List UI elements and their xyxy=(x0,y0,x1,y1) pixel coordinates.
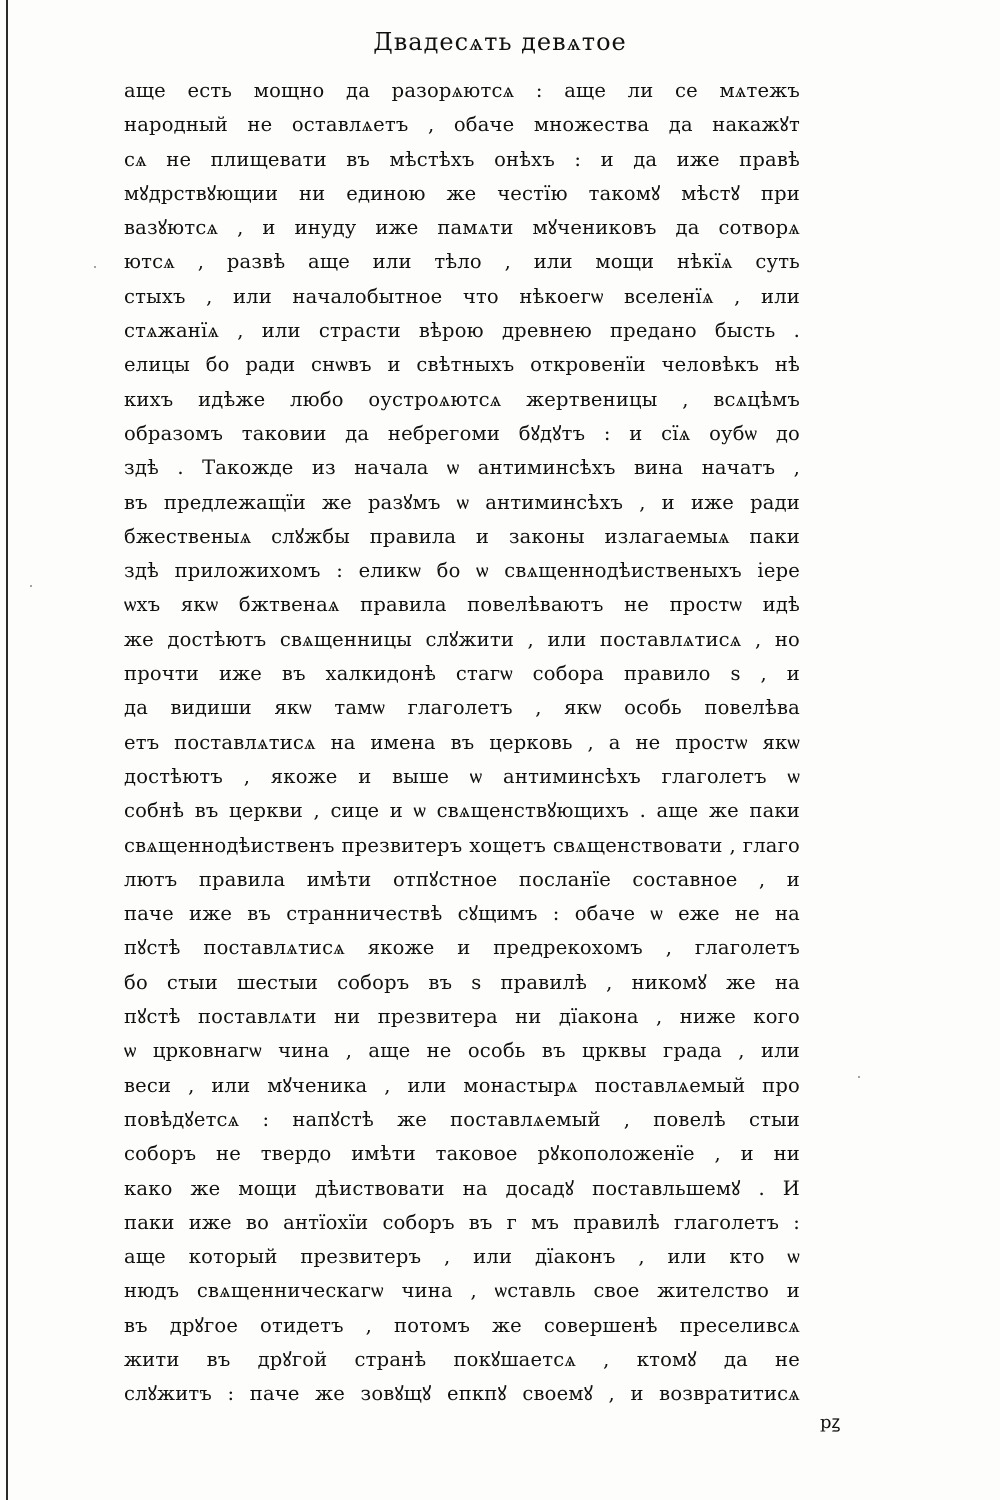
text-line: мꙋдрствꙋющии ни единою же честїю такомꙋ мѣстꙋ при xyxy=(124,181,800,205)
text-line: здѣ . Такожде из начала ѡ антиминсѣхъ вина начатъ , xyxy=(124,456,800,480)
text-line: собнѣ въ церкви , сице и ѡ свѧщенствꙋющихъ . аще же паки xyxy=(124,799,800,823)
text-line: паки иже во антїохїи соборъ въ г мъ правилѣ глаголетъ : xyxy=(124,1210,800,1234)
text-line: како же мощи дѣиствовати на досадꙋ поставльшемꙋ . И xyxy=(124,1176,800,1200)
text-line: паче иже въ странничествѣ сꙋщимъ : обаче ѡ еже не на xyxy=(124,902,800,926)
text-line: слꙋжитъ : паче же зовꙋщꙋ епкпꙋ своемꙋ , и возвратитисѧ xyxy=(124,1382,800,1406)
text-line: лютъ правила имѣти отпꙋстное посланїе составное , и xyxy=(124,867,800,891)
text-line: стѧжанїѧ , или страсти вѣрою древнею предано бысть . xyxy=(124,319,800,343)
text-line: елицы бо ради снѡвъ и свѣтныхъ откровенїи человѣкъ нѣ xyxy=(124,353,800,377)
text-line: да видиши якѡ тамѡ глаголетъ , якѡ особь повелѣва xyxy=(124,696,800,720)
text-line: жити въ дрꙋгой странѣ покꙋшаетсѧ , ктомꙋ да не xyxy=(124,1347,800,1371)
print-speck xyxy=(858,1076,860,1078)
text-line: аще который презвитеръ , или дїаконъ , или кто ѡ xyxy=(124,1245,800,1269)
text-line: бо стыи шестыи соборъ въ s правилѣ , никомꙋ же на xyxy=(124,970,800,994)
print-speck xyxy=(30,585,32,587)
text-line: ѡхъ якѡ бжтвенаѧ правила повелѣваютъ не простѡ идѣ xyxy=(124,593,800,617)
text-line: аще есть мощно да разорѧютсѧ : аще ли се мѧтежъ xyxy=(124,79,800,102)
text-line: прочти иже въ халкидонѣ стагѡ собора правило s , и xyxy=(124,662,800,686)
text-line: сѧ не плищевати въ мѣстѣхъ онѣхъ : и да иже правѣ xyxy=(124,147,800,171)
body-text xyxy=(124,74,800,1412)
text-line: повѣдꙋетсѧ : напꙋстѣ же поставлѧемый , повелѣ стыи xyxy=(124,1107,800,1131)
text-line: пꙋстѣ поставлѧтисѧ якоже и предрекохомъ , глаголетъ xyxy=(124,936,800,960)
page-edge-border xyxy=(6,0,8,1500)
text-line: же достѣютъ свѧщенницы слꙋжити , или поставлѧтисѧ , но xyxy=(124,627,800,651)
running-head: Двадесѧть девѧтое xyxy=(373,28,627,56)
text-line: етъ поставлѧтисѧ на имена въ церковь , а не простѡ якѡ xyxy=(124,730,800,754)
text-line: кихъ идѣже любо оустроѧютсѧ жертвеницы , всѧцѣмъ xyxy=(124,387,800,411)
text-line: соборъ не твердо имѣти таковое рꙋкоположенїе , и ни xyxy=(124,1142,800,1166)
text-line: свѧщеннодѣиственъ презвитеръ хощетъ свѧщенствовати , глаго xyxy=(124,833,800,857)
text-line: ютсѧ , развѣ аще или тѣло , или мощи нѣкїѧ суть xyxy=(124,250,800,274)
text-line: народный не оставлѧетъ , обаче множества да накажꙋт xyxy=(124,113,800,137)
print-speck xyxy=(94,266,96,268)
text-line: въ дрꙋгое отидетъ , потомъ же совершенѣ преселивсѧ xyxy=(124,1313,800,1337)
text-line: въ предлежащїи же разꙋмъ ѡ антиминсѣхъ , и иже ради xyxy=(124,490,800,514)
text-line: стыхъ , или началобытное что нѣкоегѡ вселенїѧ , или xyxy=(124,284,800,308)
text-line: пꙋстѣ поставлѧти ни презвитера ни дїакона , ниже кого xyxy=(124,1005,800,1029)
text-line: нюдъ свѧщенническагѡ чина , ѡставль свое жителство и xyxy=(124,1279,800,1303)
text-line: веси , или мꙋченика , или монастырѧ поставлѧемый про xyxy=(124,1073,800,1097)
text-line: вазꙋютсѧ , и инуду иже памѧти мꙋчениковъ да сотворѧ xyxy=(124,216,800,240)
text-line: бжественыѧ слꙋжбы правила и законы излагаемыѧ паки xyxy=(124,524,800,548)
text-line: ѡ црковнагѡ чина , аще не особь въ црквы града , или xyxy=(124,1039,800,1063)
text-line: образомъ таковии да небрегоми бꙋдꙋтъ : и сїѧ оубѡ до xyxy=(124,421,800,445)
folio-number: рꙁ xyxy=(819,1412,840,1433)
text-line: достѣютъ , якоже и выше ѡ антиминсѣхъ глаголетъ ѡ xyxy=(124,764,800,788)
text-line: здѣ приложихомъ : еликѡ бо ѡ свѧщеннодѣиственыхъ іере xyxy=(124,559,800,583)
